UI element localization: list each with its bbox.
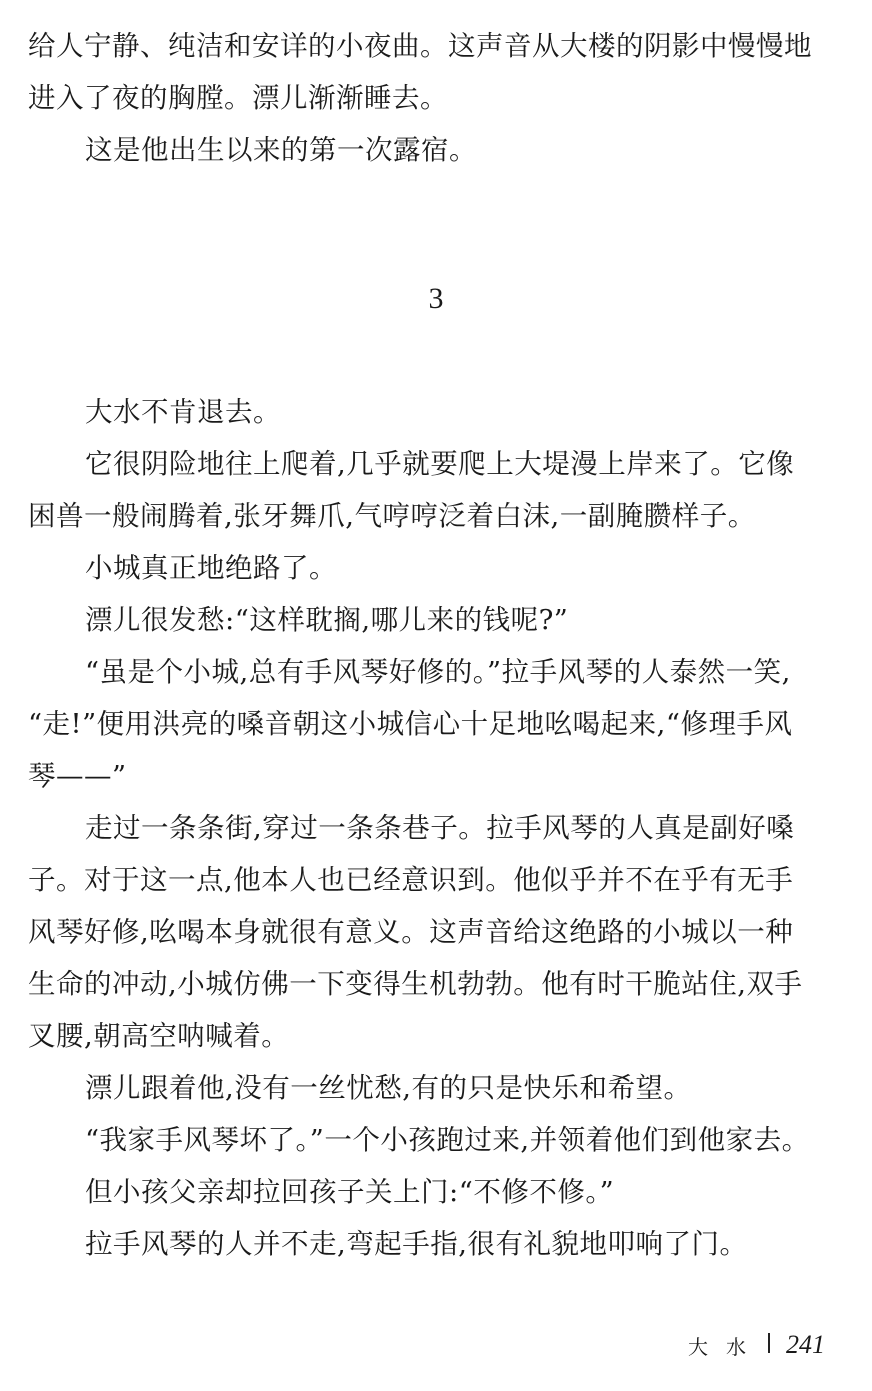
text-line: “走!”便用洪亮的嗓音朝这小城信心十足地吆喝起来,“修理手风 [28, 708, 793, 740]
text-line: 琴——” [28, 760, 127, 792]
text-line: “我家手风琴坏了。”一个小孩跑过来,并领着他们到他家去。 [85, 1124, 810, 1156]
text-line: 漂儿跟着他,没有一丝忧愁,有的只是快乐和希望。 [85, 1072, 692, 1104]
text-line: 困兽一般闹腾着,张牙舞爪,气哼哼泛着白沫,一副腌臜样子。 [28, 500, 756, 532]
section-body [28, 386, 844, 1270]
running-title: 大水 [688, 1334, 764, 1359]
text-line: 叉腰,朝高空呐喊着。 [28, 1020, 290, 1052]
text-line: 给人宁静、纯洁和安详的小夜曲。这声音从大楼的阴影中慢慢地 [28, 30, 812, 62]
text-line: 拉手风琴的人并不走,弯起手指,很有礼貌地叩响了门。 [85, 1228, 748, 1260]
page-footer [688, 1330, 825, 1360]
text-line: 走过一条条街,穿过一条条巷子。拉手风琴的人真是副好嗓 [85, 812, 795, 844]
text-line: “虽是个小城,总有手风琴好修的。”拉手风琴的人泰然一笑, [85, 656, 791, 688]
text-line: 进入了夜的胸膛。漂儿渐渐睡去。 [28, 82, 448, 114]
text-line: 它很阴险地往上爬着,几乎就要爬上大堤漫上岸来了。它像 [85, 448, 795, 480]
text-line: 漂儿很发愁:“这样耽搁,哪儿来的钱呢?” [85, 604, 569, 636]
text-line: 小城真正地绝路了。 [85, 552, 337, 584]
section-number: 3 [428, 282, 444, 315]
text-line: 风琴好修,吆喝本身就很有意义。这声音给这绝路的小城以一种 [28, 916, 794, 948]
text-line: 但小孩父亲却拉回孩子关上门:“不修不修。” [85, 1176, 615, 1208]
text-line: 这是他出生以来的第一次露宿。 [85, 134, 477, 166]
page-number: 241 [786, 1330, 825, 1359]
footer-divider [768, 1333, 770, 1353]
top-paragraphs [28, 20, 844, 176]
text-line: 生命的冲动,小城仿佛一下变得生机勃勃。他有时干脆站住,双手 [28, 968, 803, 1000]
text-line: 大水不肯退去。 [85, 396, 281, 428]
text-line: 子。对于这一点,他本人也已经意识到。他似乎并不在乎有无手 [28, 864, 794, 896]
